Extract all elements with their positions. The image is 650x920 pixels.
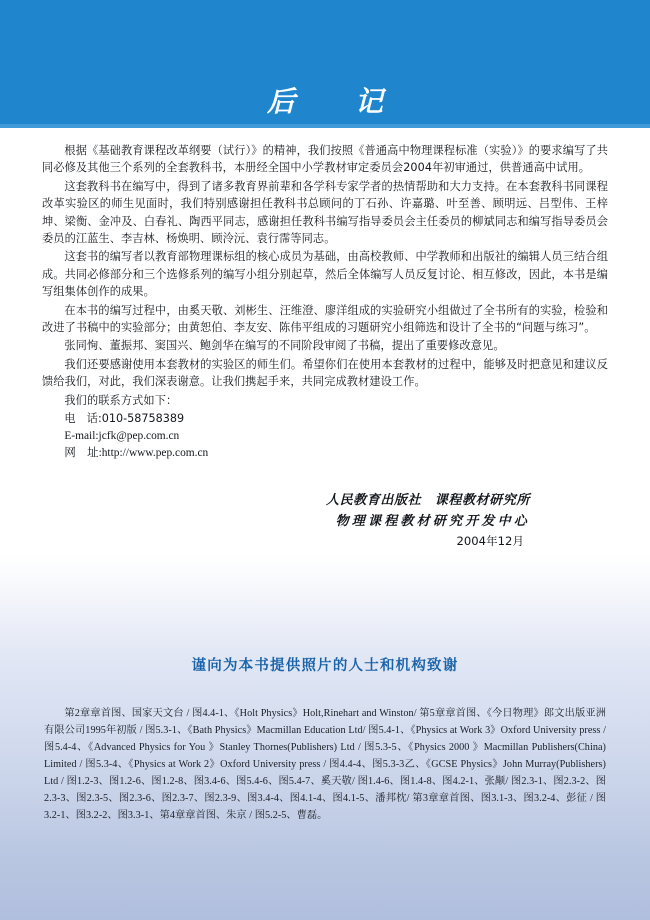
- afterword-paragraph: 这套书的编写者以教育部物理课标组的核心成员为基础，由高校教师、中学教师和出版社的编辑人员三结合组成。共同必修部分和三个选修系列的编写小组分别起草，然后全体编写人员反复讨论、相互修改，因此，本书是编写组集体创作的成果。: [42, 250, 608, 299]
- contact-block: [42, 410, 608, 463]
- afterword-paragraph: 在本书的编写过程中，由奚天敬、刘彬生、汪维澄、廖洋组成的实验研究小组做过了全书所有的实验，检验和改进了书稿中的实验部分；由黄恕伯、李友安、陈伟平组成的习题研究小组筛选和设计了全书的“问题与练习”。: [42, 303, 608, 335]
- contact-intro-text: 我们的联系方式如下：: [64, 393, 178, 407]
- department-name: 物理课程教材研究开发中心: [335, 512, 530, 528]
- afterword-body: [0, 128, 650, 551]
- contact-email: E-mail:jcfk@pep.com.cn: [64, 429, 180, 442]
- publisher-signature: [42, 489, 608, 551]
- contact-phone: 电 话:010-58758389: [64, 412, 185, 426]
- afterword-paragraph: 张同恂、董振邦、窦国兴、鲍剑华在编写的不同阶段审阅了书稿，提出了重要修改意见。: [64, 339, 505, 353]
- page-title: 后 记: [266, 85, 399, 118]
- credits-text: 第2章章首图、国家天文台 / 图4.4-1、《Holt Physics》Holt,Rinehart and Winston/ 第5章章首图、《今日物理》郎文出版亚洲有限公司1995年初版 / 图5.3-1、《Bath Physics》Macmillan Education Ltd/ 图5.4-1、《Physics at Work 3》Oxford University press / 图5.4-4、《Advanced Physics for You 》Stanley Thornes(Publishers) Ltd / 图5.3-5、《Physics 2000 》Macmillan Publishers(China) Limited / 图5.3-4、《Physics at Work 2》Oxford University press / 图4.4-4、图5.3-3乙、《GCSE Physics》John Murray(Publishers) Ltd / 图1.2-3、图1.2-6、图1.2-8、图3.4-6、图5.4-6、图5.4-7、奚天敬/ 图1.4-6、图1.4-8、图4.2-1、张颙/ 图2.3-1、图2.3-2、图2.3-3、图2.3-5、图2.3-6、图2.3-7、图2.3-9、图3.4-4、图4.1-4、图4.1-5、潘邦枕/ 第3章章首图、图3.1-3、图3.2-4、彭征 / 图3.2-1、图3.2-2、图3.3-1、第4章章首图、朱京 / 图5.2-5、曹磊。: [44, 708, 606, 821]
- header-band: [0, 0, 650, 128]
- signature-date: 2004年12月: [456, 533, 524, 548]
- publisher-name: 人民教育出版社 课程教材研究所: [325, 491, 530, 507]
- afterword-paragraph: 我们还要感谢使用本套教材的实验区的师生们。希望你们在使用本套教材的过程中，能够及时把意见和建议反馈给我们，对此，我们深表谢意。让我们携起手来，共同完成教材建设工作。: [42, 357, 608, 389]
- contact-website: 网 址:http://www.pep.com.cn: [64, 447, 209, 460]
- credits-heading: 谨向为本书提供照片的人士和机构致谢: [191, 658, 459, 674]
- photo-credits-section: [0, 655, 650, 824]
- afterword-paragraph: 这套教科书在编写中，得到了诸多教育界前辈和各学科专家学者的热情帮助和大力支持。在本套教科书同课程改革实验区的师生见面时，我们特别感谢担任教科书总顾问的丁石孙、许嘉璐、叶至善、顾明远、吕型伟、王梓坤、梁衡、金冲及、白春礼、陶西平同志，感谢担任教科书编写指导委员会主任委员的柳斌同志和编写指导委员会委员的江蓝生、李吉林、杨焕明、顾泠沅、袁行霈等同志。: [42, 179, 608, 246]
- afterword-paragraph: 根据《基础教育课程改革纲要（试行）》的精神，我们按照《普通高中物理课程标准（实验）》的要求编写了共同必修及其他三个系列的全套教科书，本册经全国中小学教材审定委员会2004年初审通过，供普通高中试用。: [42, 144, 608, 175]
